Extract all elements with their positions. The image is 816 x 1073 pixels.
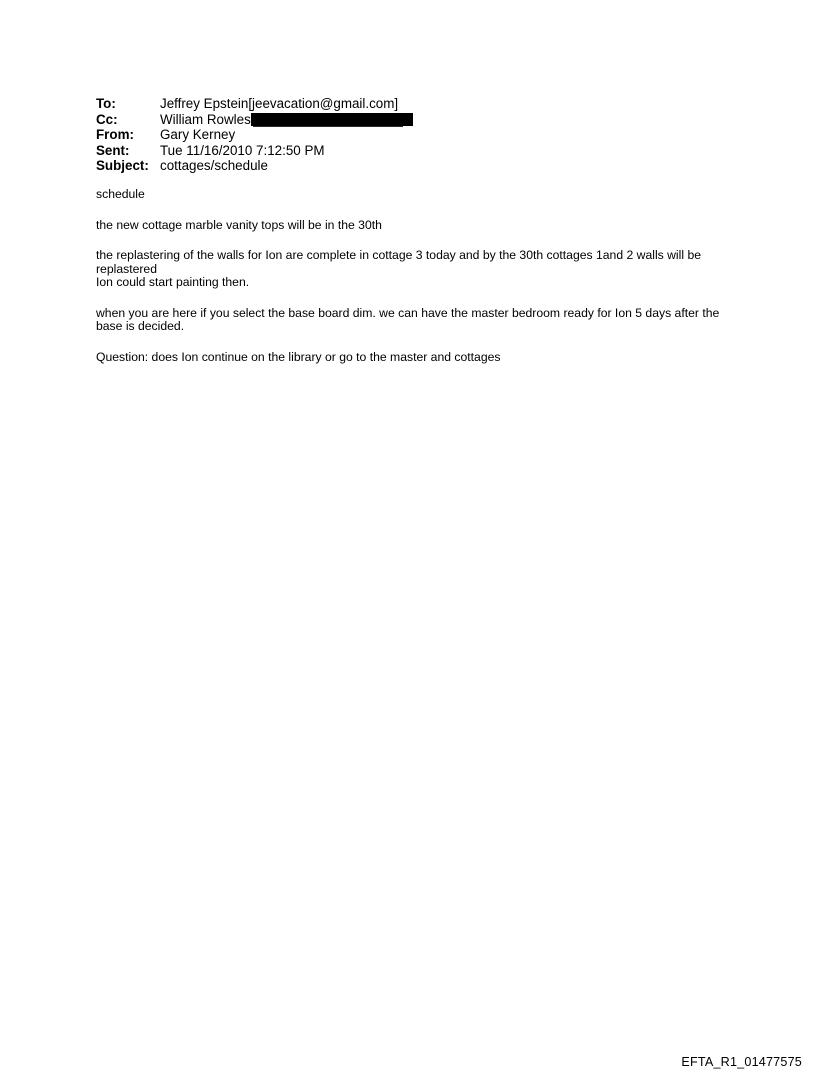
body-paragraph-3: the replastering of the walls for Ion are complete in cottage 3 today and by the 30th cottages 1and 2 walls will be replastered — [96, 248, 702, 276]
email-header — [96, 96, 736, 174]
from-label: From: — [96, 127, 134, 142]
subject-row — [96, 158, 736, 174]
to-value: Jeffrey Epstein[jeevacation@gmail.com] — [160, 96, 399, 111]
body-paragraph-2: the new cottage marble vanity tops will be in the 30th — [96, 217, 382, 232]
to-row — [96, 96, 736, 112]
sent-row — [96, 143, 736, 159]
sent-label: Sent: — [96, 142, 130, 158]
to-label: To: — [96, 96, 116, 111]
from-value: Gary Kerney — [160, 127, 236, 142]
sent-value: Tue 11/16/2010 7:12:50 PM — [160, 142, 325, 158]
subject-value: cottages/schedule — [160, 158, 268, 173]
subject-label: Subject: — [96, 158, 149, 173]
redaction-box — [251, 113, 413, 126]
from-row — [96, 127, 736, 143]
body-paragraph-1: schedule — [96, 187, 145, 201]
cc-value: William Rowles — [160, 111, 251, 127]
body-paragraph-5: Question: does Ion continue on the library or go to the master and cottages — [96, 349, 501, 364]
cc-value-wrapper — [160, 112, 736, 128]
body-paragraph-3-line-2: Ion could start painting then. — [96, 275, 250, 289]
email-body — [96, 188, 728, 381]
cc-label: Cc: — [96, 111, 118, 127]
body-paragraph-4: when you are here if you select the base board dim. we can have the master bedroom ready for Ion 5 days after the base is decided. — [96, 305, 720, 333]
document-id: EFTA_R1_01477575 — [681, 1055, 802, 1069]
cc-row — [96, 112, 736, 128]
